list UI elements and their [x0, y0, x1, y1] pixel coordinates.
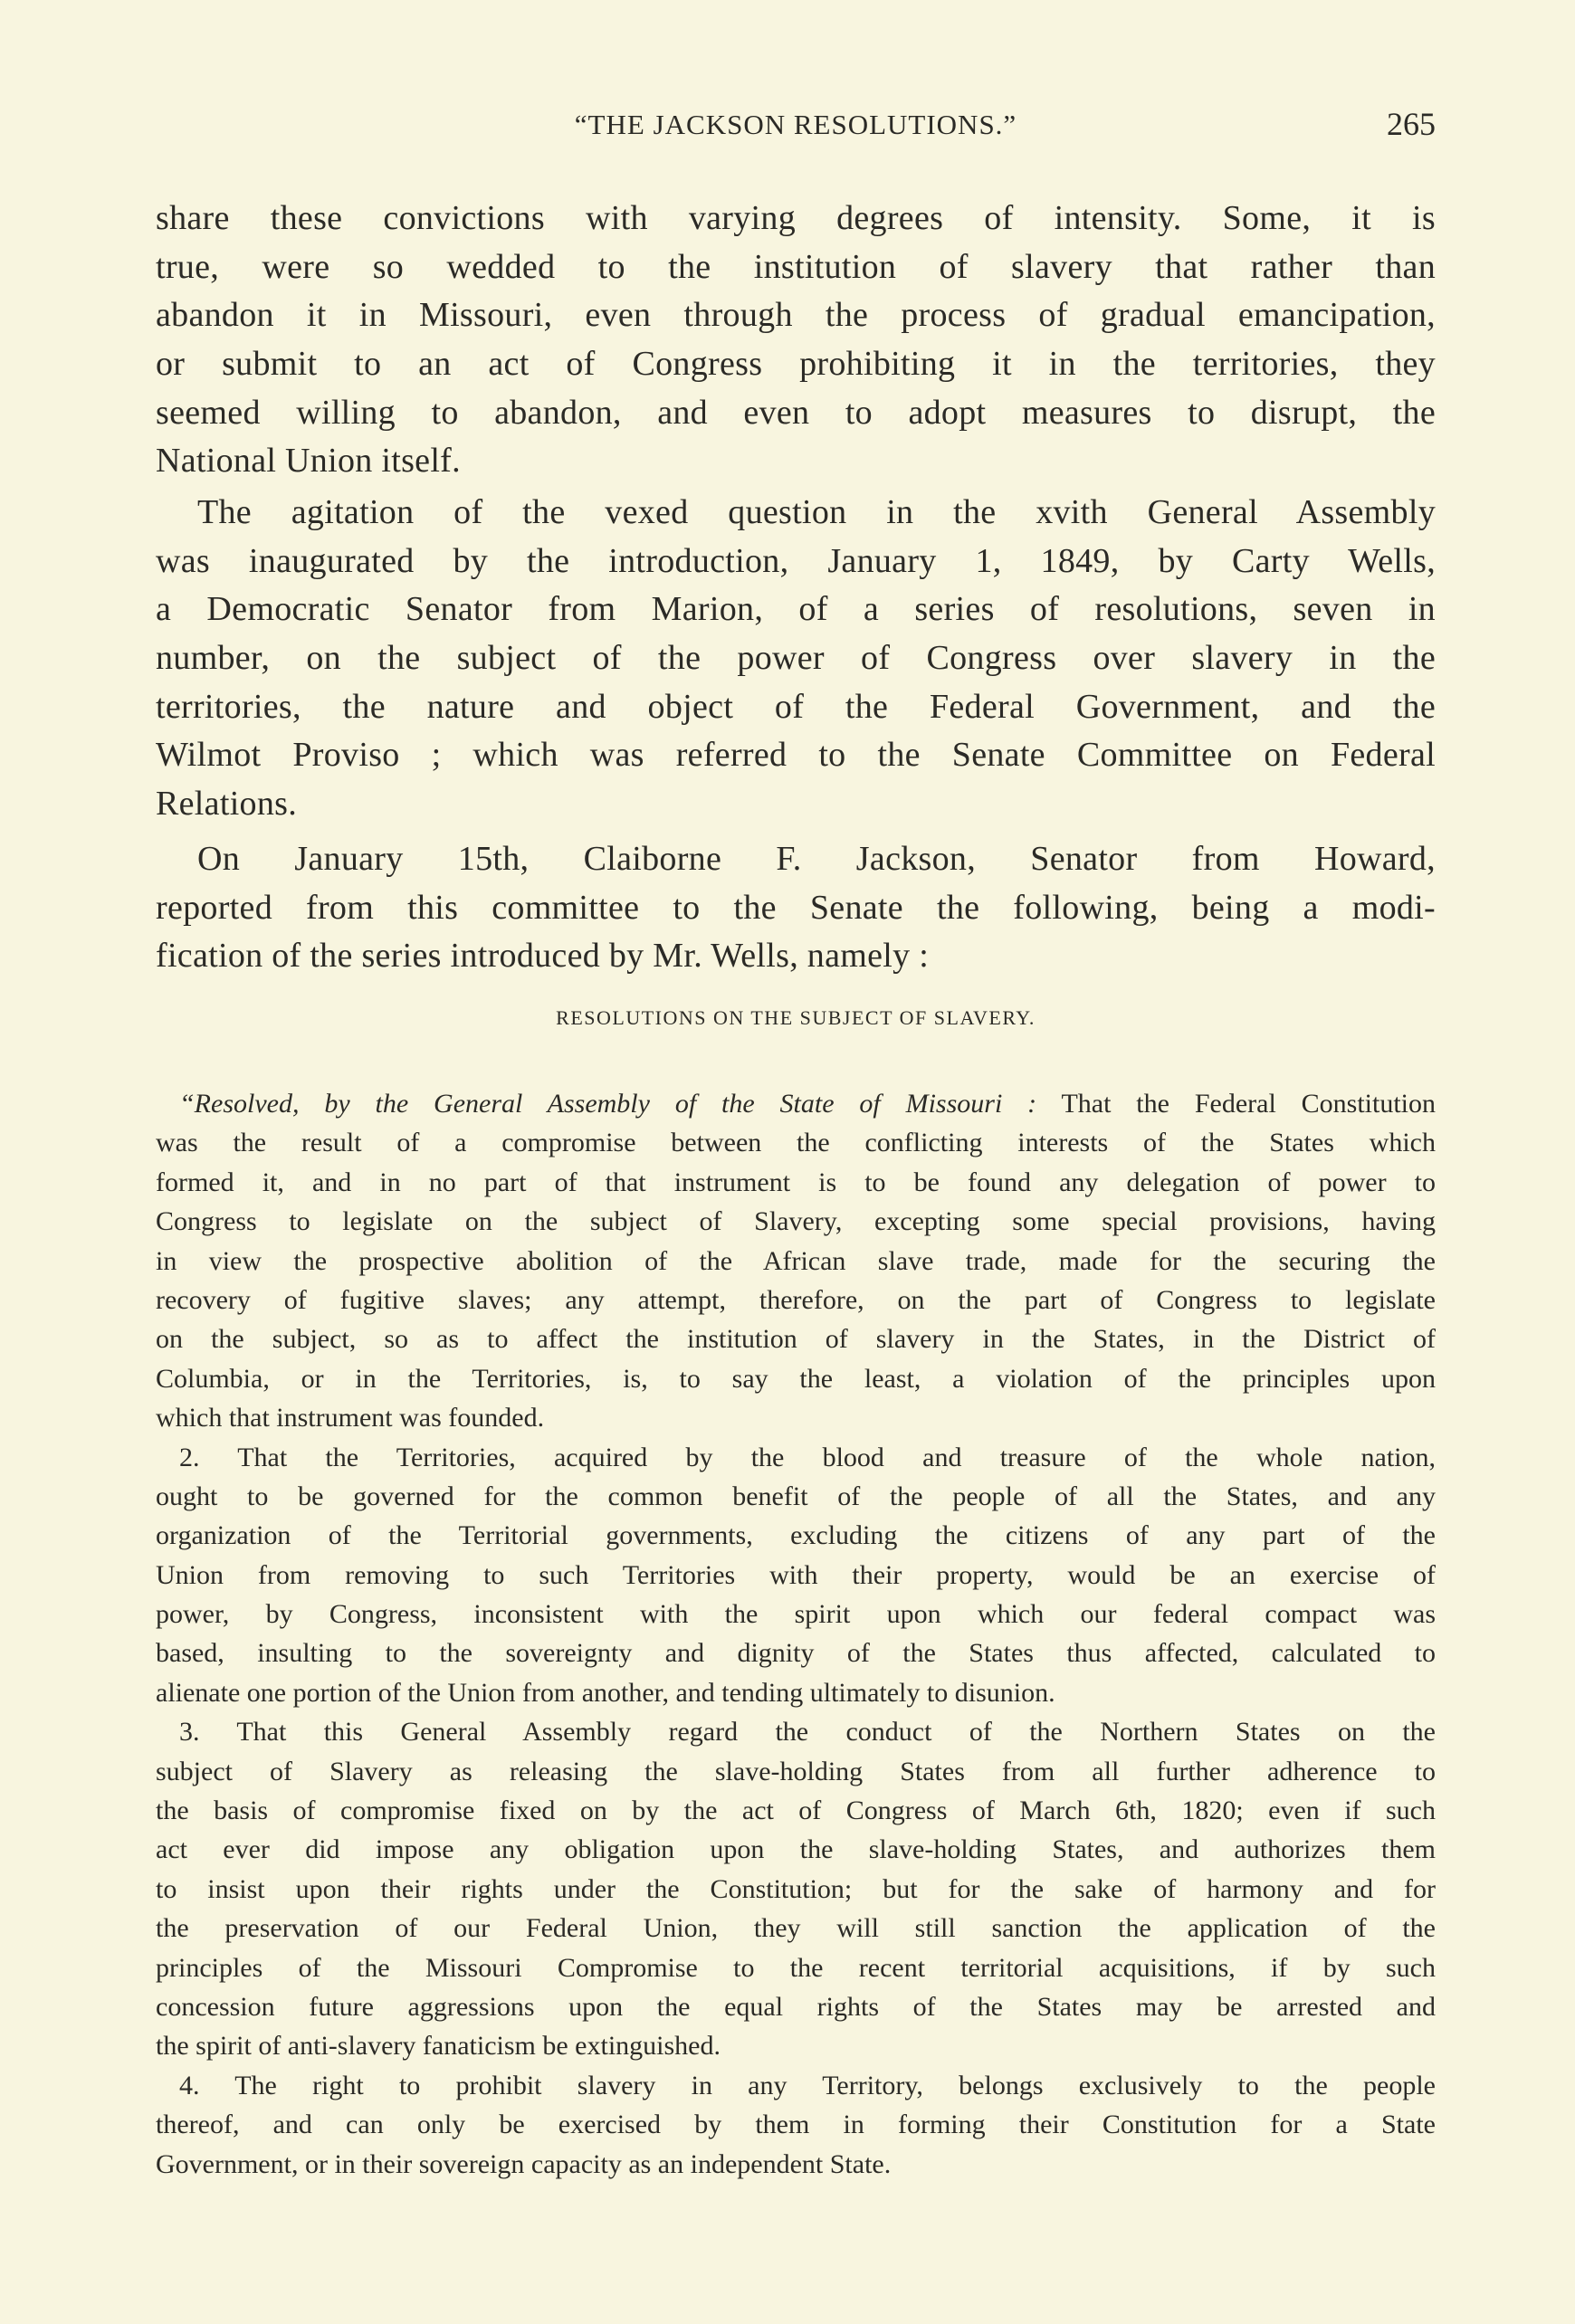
text-line: reported from this committee to the Senate the following, being a modi-	[156, 888, 1436, 927]
text-line: based, insulting to the sovereignty and dignity of the States thus affected, calculated to	[156, 1638, 1436, 1669]
text-line: 3. That this General Assembly regard the conduct of the Northern States on the	[179, 1717, 1436, 1748]
resolution-1	[156, 1084, 1436, 1438]
text-line: or submit to an act of Congress prohibiting it in the territories, they	[156, 345, 1436, 384]
text-line: share these convictions with varying degrees of intensity. Some, it is	[156, 199, 1436, 237]
resolution-4	[156, 2066, 1436, 2184]
text-line: the basis of compromise fixed on by the act of Congress of March 6th, 1820; even if such	[156, 1795, 1436, 1826]
text-line: 2. That the Territories, acquired by the blood and treasure of the whole nation,	[179, 1442, 1436, 1472]
text-line: the preservation of our Federal Union, they will still sanction the application of the	[156, 1913, 1436, 1944]
running-head	[156, 105, 1436, 147]
text-line: seemed willing to abandon, and even to adopt measures to disrupt, the	[156, 393, 1436, 432]
resolved-clause: “Resolved, by the General Assembly of the State of Missouri :	[179, 1089, 1037, 1119]
page-number: 265	[1387, 106, 1436, 142]
text-line: abandon it in Missouri, even through the process of gradual emancipation,	[156, 296, 1436, 335]
text-line: territories, the nature and object of the Federal Government, and the	[156, 687, 1436, 726]
text-line: was inaugurated by the introduction, January 1, 1849, by Carty Wells,	[156, 541, 1436, 580]
text-line: on the subject, so as to affect the institution of slavery in the States, in the District of	[156, 1324, 1436, 1355]
text-line: Relations.	[156, 785, 298, 824]
running-head-title: “THE JACKSON RESOLUTIONS.”	[574, 109, 1017, 140]
text-line: subject of Slavery as releasing the slave-holding States from all further adherence to	[156, 1756, 1436, 1786]
text-line: Congress to legislate on the subject of Slavery, excepting some special provisions, having	[156, 1206, 1436, 1237]
paragraph	[156, 835, 1436, 981]
text-line: National Union itself.	[156, 442, 461, 481]
text-line: power, by Congress, inconsistent with the spirit upon which our federal compact was	[156, 1599, 1436, 1630]
text-line: recovery of fugitive slaves; any attempt, therefore, on the part of Congress to legislate	[156, 1284, 1436, 1315]
text-line: principles of the Missouri Compromise to the recent territorial acquisitions, if by such	[156, 1952, 1436, 1983]
text-line: thereof, and can only be exercised by them in forming their Constitution for a State	[156, 2110, 1436, 2140]
text-line: Government, or in their sovereign capacity as an independent State.	[156, 2148, 892, 2179]
text-line: formed it, and in no part of that instrument is to be found any delegation of power to	[156, 1167, 1436, 1197]
paragraph	[156, 489, 1436, 829]
text-line: 4. The right to prohibit slavery in any Territory, belongs exclusively to the people	[179, 2070, 1436, 2100]
text-line: Columbia, or in the Territories, is, to say the least, a violation of the principles upon	[156, 1363, 1436, 1394]
text-line: the spirit of anti-slavery fanaticism be extinguished.	[156, 2031, 721, 2062]
paragraph	[156, 195, 1436, 486]
resolutions-heading: RESOLUTIONS ON THE SUBJECT OF SLAVERY.	[556, 1006, 1036, 1029]
text-line: true, were so wedded to the institution of slavery that rather than	[156, 247, 1436, 286]
text-line: organization of the Territorial governments, excluding the citizens of any part of the	[156, 1520, 1436, 1551]
text-line: alienate one portion of the Union from another, and tending ultimately to disunion.	[156, 1677, 1055, 1708]
resolution-2	[156, 1438, 1436, 1713]
text-line: a Democratic Senator from Marion, of a series of resolutions, seven in	[156, 590, 1436, 629]
text-line: act ever did impose any obligation upon the slave-holding States, and authorizes them	[156, 1834, 1436, 1865]
text-span: That the Federal Constitution	[1036, 1089, 1436, 1119]
text-line: ought to be governed for the common benefit of the people of all the States, and any	[156, 1481, 1436, 1511]
text-line: was the result of a compromise between the conflicting interests of the States which	[156, 1128, 1436, 1158]
text-line: Union from removing to such Territories with their property, would be an exercise of	[156, 1559, 1436, 1590]
text-line: which that instrument was founded.	[156, 1403, 545, 1433]
resolutions-list	[156, 1084, 1436, 2184]
text-line: On January 15th, Claiborne F. Jackson, Senator from Howard,	[197, 840, 1436, 878]
text-line	[156, 1084, 1436, 1123]
text-line: in view the prospective abolition of the African slave trade, made for the securing the	[156, 1245, 1436, 1276]
text-line: concession future aggressions upon the equal rights of the States may be arrested and	[156, 1991, 1436, 2022]
resolution-3	[156, 1712, 1436, 2066]
text-line: to insist upon their rights under the Constitution; but for the sake of harmony and for	[156, 1873, 1436, 1904]
text-line: fication of the series introduced by Mr. Wells, namely :	[156, 937, 930, 976]
text-line: number, on the subject of the power of Congress over slavery in the	[156, 639, 1436, 678]
text-line: Wilmot Proviso ; which was referred to the Senate Committee on Federal	[156, 736, 1436, 775]
text-line: The agitation of the vexed question in the xvith General Assembly	[197, 493, 1436, 531]
